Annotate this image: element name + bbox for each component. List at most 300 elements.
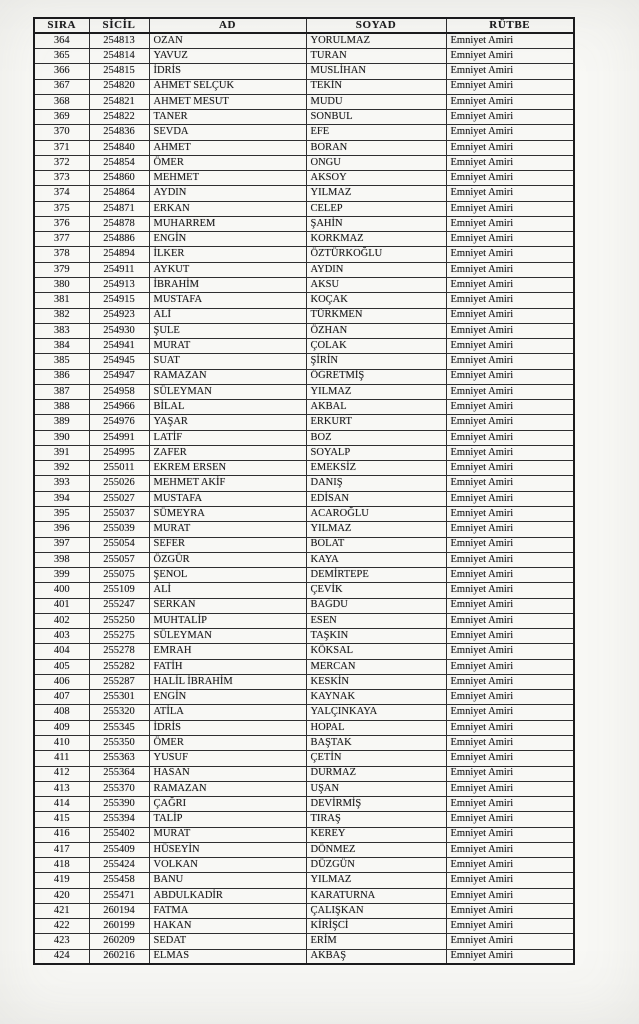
cell-ad: ZAFER	[149, 445, 306, 460]
cell-soyad: DANIŞ	[306, 476, 446, 491]
cell-ad: MURAT	[149, 522, 306, 537]
cell-soyad: DÖNMEZ	[306, 842, 446, 857]
table-row	[34, 934, 574, 949]
cell-sicil: 255075	[89, 568, 149, 583]
cell-soyad: DEVİRMİŞ	[306, 797, 446, 812]
cell-ad: ÖMER	[149, 155, 306, 170]
cell-sicil: 254860	[89, 171, 149, 186]
cell-rutbe: Emniyet Amiri	[446, 674, 574, 689]
cell-sicil: 260194	[89, 903, 149, 918]
cell-ad: AHMET SELÇUK	[149, 79, 306, 94]
cell-sira: 377	[34, 232, 89, 247]
cell-sicil: 254886	[89, 232, 149, 247]
cell-sira: 411	[34, 751, 89, 766]
cell-ad: ÖZGÜR	[149, 552, 306, 567]
table-row	[34, 79, 574, 94]
table-row	[34, 522, 574, 537]
cell-sicil: 255011	[89, 461, 149, 476]
cell-sira: 406	[34, 674, 89, 689]
cell-soyad: CELEP	[306, 201, 446, 216]
cell-sira: 364	[34, 33, 89, 48]
cell-soyad: MUSLİHAN	[306, 64, 446, 79]
cell-sicil: 254941	[89, 339, 149, 354]
cell-sicil: 255390	[89, 797, 149, 812]
cell-sira: 391	[34, 445, 89, 460]
cell-soyad: YILMAZ	[306, 873, 446, 888]
cell-sira: 403	[34, 629, 89, 644]
cell-sira: 379	[34, 262, 89, 277]
cell-sira: 390	[34, 430, 89, 445]
cell-rutbe: Emniyet Amiri	[446, 873, 574, 888]
cell-rutbe: Emniyet Amiri	[446, 339, 574, 354]
cell-soyad: YALÇINKAYA	[306, 705, 446, 720]
cell-ad: ENGİN	[149, 232, 306, 247]
table-row	[34, 613, 574, 628]
table-row	[34, 125, 574, 140]
cell-sicil: 254821	[89, 94, 149, 109]
cell-rutbe: Emniyet Amiri	[446, 155, 574, 170]
cell-sicil: 255350	[89, 735, 149, 750]
cell-sira: 404	[34, 644, 89, 659]
cell-ad: MUHTALİP	[149, 613, 306, 628]
cell-rutbe: Emniyet Amiri	[446, 110, 574, 125]
cell-sicil: 255026	[89, 476, 149, 491]
cell-rutbe: Emniyet Amiri	[446, 720, 574, 735]
table-row	[34, 690, 574, 705]
cell-rutbe: Emniyet Amiri	[446, 827, 574, 842]
table-row	[34, 445, 574, 460]
cell-soyad: BAŞTAK	[306, 735, 446, 750]
cell-sira: 394	[34, 491, 89, 506]
cell-sira: 366	[34, 64, 89, 79]
table-row	[34, 278, 574, 293]
table-row	[34, 323, 574, 338]
cell-ad: ENGİN	[149, 690, 306, 705]
cell-ad: ALİ	[149, 308, 306, 323]
cell-sicil: 254878	[89, 216, 149, 231]
cell-soyad: DÜZGÜN	[306, 858, 446, 873]
cell-soyad: TAŞKIN	[306, 629, 446, 644]
cell-rutbe: Emniyet Amiri	[446, 415, 574, 430]
cell-sira: 370	[34, 125, 89, 140]
cell-ad: ABDULKADİR	[149, 888, 306, 903]
cell-soyad: MUDU	[306, 94, 446, 109]
table-row	[34, 369, 574, 384]
cell-sicil: 254915	[89, 293, 149, 308]
cell-sicil: 255282	[89, 659, 149, 674]
cell-sicil: 254854	[89, 155, 149, 170]
table-row	[34, 919, 574, 934]
cell-rutbe: Emniyet Amiri	[446, 247, 574, 262]
cell-ad: ŞENOL	[149, 568, 306, 583]
table-row	[34, 659, 574, 674]
cell-rutbe: Emniyet Amiri	[446, 461, 574, 476]
cell-sira: 384	[34, 339, 89, 354]
cell-rutbe: Emniyet Amiri	[446, 842, 574, 857]
cell-sicil: 254822	[89, 110, 149, 125]
table-row	[34, 49, 574, 64]
col-header-sicil: SİCİL	[89, 18, 149, 33]
table-row	[34, 598, 574, 613]
cell-ad: YAVUZ	[149, 49, 306, 64]
cell-sira: 368	[34, 94, 89, 109]
cell-soyad: BAĞDU	[306, 598, 446, 613]
table-row	[34, 491, 574, 506]
cell-soyad: ÇOLAK	[306, 339, 446, 354]
cell-ad: YAŞAR	[149, 415, 306, 430]
cell-soyad: EMEKSİZ	[306, 461, 446, 476]
cell-sicil: 254894	[89, 247, 149, 262]
cell-soyad: ÇEVİK	[306, 583, 446, 598]
table-row	[34, 293, 574, 308]
cell-sicil: 254871	[89, 201, 149, 216]
cell-ad: İDRİS	[149, 64, 306, 79]
table-row	[34, 751, 574, 766]
cell-soyad: EFE	[306, 125, 446, 140]
cell-rutbe: Emniyet Amiri	[446, 934, 574, 949]
col-header-soyad: SOYAD	[306, 18, 446, 33]
cell-sicil: 254813	[89, 33, 149, 48]
cell-ad: RAMAZAN	[149, 781, 306, 796]
cell-rutbe: Emniyet Amiri	[446, 140, 574, 155]
table-row	[34, 308, 574, 323]
cell-ad: MEHMET	[149, 171, 306, 186]
cell-sicil: 255320	[89, 705, 149, 720]
table-row	[34, 33, 574, 48]
cell-rutbe: Emniyet Amiri	[446, 445, 574, 460]
cell-ad: HASAN	[149, 766, 306, 781]
cell-soyad: DURMAZ	[306, 766, 446, 781]
table-body	[34, 33, 574, 964]
cell-rutbe: Emniyet Amiri	[446, 949, 574, 964]
table-row	[34, 140, 574, 155]
cell-ad: EKREM ERSEN	[149, 461, 306, 476]
cell-ad: HAKAN	[149, 919, 306, 934]
cell-sicil: 254911	[89, 262, 149, 277]
cell-sira: 417	[34, 842, 89, 857]
cell-ad: SÜLEYMAN	[149, 629, 306, 644]
cell-soyad: KEREY	[306, 827, 446, 842]
cell-rutbe: Emniyet Amiri	[446, 888, 574, 903]
cell-sira: 423	[34, 934, 89, 949]
cell-soyad: BOZ	[306, 430, 446, 445]
cell-rutbe: Emniyet Amiri	[446, 797, 574, 812]
cell-ad: İBRAHİM	[149, 278, 306, 293]
table-row	[34, 827, 574, 842]
cell-sicil: 254923	[89, 308, 149, 323]
cell-soyad: YILMAZ	[306, 186, 446, 201]
cell-rutbe: Emniyet Amiri	[446, 858, 574, 873]
cell-sicil: 255278	[89, 644, 149, 659]
cell-sicil: 255370	[89, 781, 149, 796]
table-row	[34, 888, 574, 903]
cell-sira: 399	[34, 568, 89, 583]
cell-soyad: ÇALIŞKAN	[306, 903, 446, 918]
cell-soyad: ÖZTÜRKOĞLU	[306, 247, 446, 262]
cell-soyad: ESEN	[306, 613, 446, 628]
cell-ad: FATİH	[149, 659, 306, 674]
cell-rutbe: Emniyet Amiri	[446, 552, 574, 567]
table-row	[34, 629, 574, 644]
cell-sicil: 255301	[89, 690, 149, 705]
cell-sicil: 254836	[89, 125, 149, 140]
cell-sira: 421	[34, 903, 89, 918]
table-row	[34, 216, 574, 231]
cell-ad: SEDAT	[149, 934, 306, 949]
table-row	[34, 735, 574, 750]
cell-soyad: SOYALP	[306, 445, 446, 460]
cell-rutbe: Emniyet Amiri	[446, 781, 574, 796]
cell-ad: İLKER	[149, 247, 306, 262]
cell-sicil: 255037	[89, 507, 149, 522]
table-row	[34, 384, 574, 399]
cell-rutbe: Emniyet Amiri	[446, 537, 574, 552]
cell-sicil: 255458	[89, 873, 149, 888]
table-row	[34, 262, 574, 277]
table-row	[34, 247, 574, 262]
table-row	[34, 507, 574, 522]
table-row	[34, 354, 574, 369]
table-row	[34, 797, 574, 812]
cell-rutbe: Emniyet Amiri	[446, 33, 574, 48]
cell-sicil: 254945	[89, 354, 149, 369]
cell-ad: ŞULE	[149, 323, 306, 338]
cell-sicil: 255027	[89, 491, 149, 506]
table-row	[34, 568, 574, 583]
table-row	[34, 903, 574, 918]
cell-ad: AYDIN	[149, 186, 306, 201]
cell-ad: ALİ	[149, 583, 306, 598]
cell-rutbe: Emniyet Amiri	[446, 400, 574, 415]
cell-ad: ATİLA	[149, 705, 306, 720]
cell-ad: AHMET	[149, 140, 306, 155]
cell-sicil: 255054	[89, 537, 149, 552]
cell-sira: 369	[34, 110, 89, 125]
table-row	[34, 400, 574, 415]
cell-ad: ÇAĞRI	[149, 797, 306, 812]
personnel-table	[33, 17, 575, 965]
table-row	[34, 186, 574, 201]
cell-sira: 371	[34, 140, 89, 155]
cell-sira: 395	[34, 507, 89, 522]
cell-rutbe: Emniyet Amiri	[446, 735, 574, 750]
cell-soyad: UŞAN	[306, 781, 446, 796]
cell-sira: 416	[34, 827, 89, 842]
cell-soyad: KAYNAK	[306, 690, 446, 705]
cell-ad: EMRAH	[149, 644, 306, 659]
cell-sira: 402	[34, 613, 89, 628]
cell-sicil: 255039	[89, 522, 149, 537]
cell-sira: 407	[34, 690, 89, 705]
cell-sicil: 255471	[89, 888, 149, 903]
cell-sira: 412	[34, 766, 89, 781]
cell-soyad: AKBAŞ	[306, 949, 446, 964]
cell-sicil: 255250	[89, 613, 149, 628]
cell-rutbe: Emniyet Amiri	[446, 705, 574, 720]
cell-rutbe: Emniyet Amiri	[446, 369, 574, 384]
table-row	[34, 171, 574, 186]
cell-ad: LATİF	[149, 430, 306, 445]
cell-sira: 410	[34, 735, 89, 750]
cell-sicil: 254913	[89, 278, 149, 293]
table-row	[34, 339, 574, 354]
cell-sicil: 254966	[89, 400, 149, 415]
cell-sicil: 260216	[89, 949, 149, 964]
cell-rutbe: Emniyet Amiri	[446, 598, 574, 613]
cell-ad: YUSUF	[149, 751, 306, 766]
table-row	[34, 476, 574, 491]
cell-sicil: 255402	[89, 827, 149, 842]
cell-soyad: YORULMAZ	[306, 33, 446, 48]
cell-rutbe: Emniyet Amiri	[446, 583, 574, 598]
cell-soyad: SONBUL	[306, 110, 446, 125]
cell-rutbe: Emniyet Amiri	[446, 323, 574, 338]
cell-sicil: 255275	[89, 629, 149, 644]
cell-rutbe: Emniyet Amiri	[446, 613, 574, 628]
cell-sicil: 254995	[89, 445, 149, 460]
cell-soyad: ÇETİN	[306, 751, 446, 766]
cell-sicil: 254930	[89, 323, 149, 338]
cell-ad: MUSTAFA	[149, 491, 306, 506]
cell-soyad: BOLAT	[306, 537, 446, 552]
cell-sira: 378	[34, 247, 89, 262]
table-row	[34, 552, 574, 567]
cell-sira: 409	[34, 720, 89, 735]
cell-soyad: BORAN	[306, 140, 446, 155]
cell-soyad: KOÇAK	[306, 293, 446, 308]
table-row	[34, 858, 574, 873]
table-row	[34, 461, 574, 476]
cell-soyad: AKSOY	[306, 171, 446, 186]
cell-soyad: ŞİRİN	[306, 354, 446, 369]
cell-ad: SÜMEYRA	[149, 507, 306, 522]
cell-sira: 380	[34, 278, 89, 293]
cell-soyad: AYDIN	[306, 262, 446, 277]
cell-sira: 387	[34, 384, 89, 399]
cell-ad: SUAT	[149, 354, 306, 369]
cell-sicil: 254864	[89, 186, 149, 201]
cell-ad: MUSTAFA	[149, 293, 306, 308]
table-row	[34, 415, 574, 430]
table-row	[34, 430, 574, 445]
cell-sira: 365	[34, 49, 89, 64]
cell-sira: 389	[34, 415, 89, 430]
cell-soyad: ACAROĞLU	[306, 507, 446, 522]
cell-soyad: TEKİN	[306, 79, 446, 94]
cell-rutbe: Emniyet Amiri	[446, 659, 574, 674]
cell-rutbe: Emniyet Amiri	[446, 354, 574, 369]
cell-rutbe: Emniyet Amiri	[446, 430, 574, 445]
cell-soyad: ERİM	[306, 934, 446, 949]
cell-rutbe: Emniyet Amiri	[446, 903, 574, 918]
table-row	[34, 705, 574, 720]
cell-ad: RAMAZAN	[149, 369, 306, 384]
cell-sicil: 255345	[89, 720, 149, 735]
cell-soyad: KORKMAZ	[306, 232, 446, 247]
cell-sira: 401	[34, 598, 89, 613]
cell-ad: BİLAL	[149, 400, 306, 415]
cell-soyad: KESKİN	[306, 674, 446, 689]
cell-sira: 381	[34, 293, 89, 308]
cell-ad: MUHARREM	[149, 216, 306, 231]
table-row	[34, 781, 574, 796]
cell-sira: 414	[34, 797, 89, 812]
cell-rutbe: Emniyet Amiri	[446, 278, 574, 293]
table-row	[34, 201, 574, 216]
table-row	[34, 232, 574, 247]
table-row	[34, 873, 574, 888]
cell-sira: 419	[34, 873, 89, 888]
cell-ad: ERKAN	[149, 201, 306, 216]
cell-soyad: HOPAL	[306, 720, 446, 735]
cell-ad: TALİP	[149, 812, 306, 827]
table-row	[34, 720, 574, 735]
cell-sira: 405	[34, 659, 89, 674]
cell-ad: ÖMER	[149, 735, 306, 750]
cell-rutbe: Emniyet Amiri	[446, 812, 574, 827]
cell-sicil: 255364	[89, 766, 149, 781]
cell-sira: 415	[34, 812, 89, 827]
cell-sira: 388	[34, 400, 89, 415]
cell-soyad: KARATURNA	[306, 888, 446, 903]
cell-soyad: ONGU	[306, 155, 446, 170]
cell-sira: 372	[34, 155, 89, 170]
cell-rutbe: Emniyet Amiri	[446, 522, 574, 537]
cell-sicil: 254840	[89, 140, 149, 155]
cell-soyad: KİRİŞCİ	[306, 919, 446, 934]
cell-ad: SEFER	[149, 537, 306, 552]
table-row	[34, 644, 574, 659]
cell-sicil: 255057	[89, 552, 149, 567]
cell-sicil: 255363	[89, 751, 149, 766]
cell-sira: 418	[34, 858, 89, 873]
col-header-ad: AD	[149, 18, 306, 33]
cell-sira: 422	[34, 919, 89, 934]
cell-ad: FATMA	[149, 903, 306, 918]
cell-rutbe: Emniyet Amiri	[446, 751, 574, 766]
table-row	[34, 812, 574, 827]
cell-rutbe: Emniyet Amiri	[446, 629, 574, 644]
col-header-rutbe: RÜTBE	[446, 18, 574, 33]
cell-sicil: 255287	[89, 674, 149, 689]
table-row	[34, 64, 574, 79]
cell-rutbe: Emniyet Amiri	[446, 308, 574, 323]
cell-sira: 373	[34, 171, 89, 186]
cell-sira: 398	[34, 552, 89, 567]
col-header-sira: SIRA	[34, 18, 89, 33]
cell-sicil: 260199	[89, 919, 149, 934]
cell-soyad: KAYA	[306, 552, 446, 567]
cell-ad: TANER	[149, 110, 306, 125]
cell-sicil: 255394	[89, 812, 149, 827]
table-row	[34, 766, 574, 781]
cell-sira: 420	[34, 888, 89, 903]
table-row	[34, 842, 574, 857]
cell-sicil: 254947	[89, 369, 149, 384]
cell-ad: AYKUT	[149, 262, 306, 277]
cell-rutbe: Emniyet Amiri	[446, 690, 574, 705]
cell-sicil: 254820	[89, 79, 149, 94]
cell-rutbe: Emniyet Amiri	[446, 476, 574, 491]
cell-sira: 385	[34, 354, 89, 369]
cell-rutbe: Emniyet Amiri	[446, 232, 574, 247]
cell-soyad: TIRAŞ	[306, 812, 446, 827]
cell-sicil: 254958	[89, 384, 149, 399]
cell-ad: BANU	[149, 873, 306, 888]
cell-rutbe: Emniyet Amiri	[446, 568, 574, 583]
table-row	[34, 583, 574, 598]
cell-ad: AHMET MESUT	[149, 94, 306, 109]
